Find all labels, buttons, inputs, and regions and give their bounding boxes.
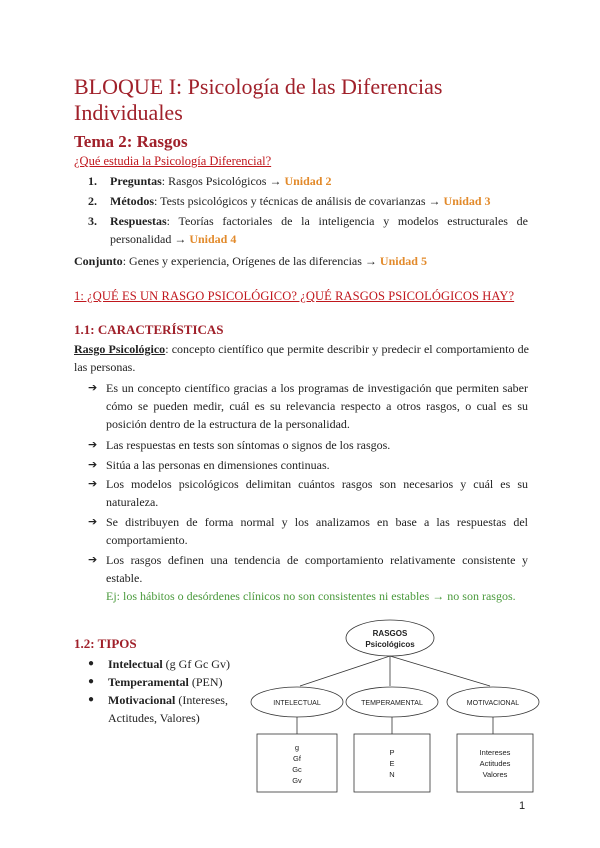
box-item: Intereses	[479, 748, 511, 757]
page-number: 1	[519, 800, 526, 812]
box-item: Gv	[292, 776, 302, 785]
subsection-heading: 1.2: TIPOS	[74, 636, 137, 651]
type-text: (g Gf Gc Gv)	[162, 657, 230, 671]
subsection-heading: 1.1: CARACTERÍSTICAS	[74, 322, 224, 337]
arrow-icon: ➔	[88, 438, 98, 451]
example-note: Ej: los hábitos o desórdenes clínicos no son consistentes ni estables → no son rasgos.	[106, 589, 516, 603]
unit-link: Unidad 4	[189, 232, 237, 246]
item-number: 2.	[88, 194, 97, 208]
box-item: Valores	[482, 770, 508, 779]
type-term: Temperamental	[108, 675, 189, 689]
section-heading: 1: ¿QUÉ ES UN RASGO PSICOLÓGICO? ¿QUÉ RASGOS PSICOLÓGICOS HAY?	[74, 289, 515, 303]
box-item: Gc	[292, 765, 302, 774]
box-item: g	[294, 743, 300, 752]
page-title: BLOQUE I: Psicología de las Diferencias Individuales	[74, 74, 443, 125]
numbered-item	[88, 192, 528, 210]
numbered-item	[88, 212, 528, 248]
root-label-2: Psicológicos	[365, 640, 415, 649]
type-item	[88, 673, 258, 691]
bullet-icon: ●	[88, 658, 95, 669]
list-item	[88, 475, 528, 511]
node-label: MOTIVACIONAL	[466, 700, 520, 707]
unit-link: Unidad 3	[443, 194, 491, 208]
list-item	[88, 456, 528, 474]
conjunto-term: Conjunto	[74, 254, 123, 268]
node-label: INTELECTUAL	[273, 700, 321, 707]
list-item-text: Los rasgos definen una tendencia de comportamiento relativamente consistente y estable.	[106, 553, 528, 585]
list-item	[88, 513, 528, 549]
item-text: : Rasgos Psicológicos →	[161, 174, 285, 188]
list-item-text: Sitúa a las personas en dimensiones continuas.	[106, 458, 330, 472]
box-item: Gf	[293, 754, 301, 763]
list-item-text: Los modelos psicológicos delimitan cuántos rasgos son necesarios y cuál es su naturaleza.	[106, 477, 528, 509]
bullet-icon: ●	[88, 676, 95, 687]
type-item	[88, 655, 258, 673]
arrow-icon: ➔	[88, 458, 98, 471]
root-label-1: RASGOS	[372, 629, 408, 638]
list-item-text: Es un concepto científico gracias a los programas de investigación que permiten saber cómo se pueden medir, cuál es su relevancia respecto a otros rasgos, o cual es su posición dentro de la estructura de la personalidad.	[106, 381, 528, 431]
list-item-text: Las respuestas en tests son síntomas o signos de los rasgos.	[106, 438, 391, 452]
bullet-icon: ●	[88, 694, 95, 705]
arrow-icon: ➔	[88, 553, 98, 566]
box-item: P	[389, 748, 395, 757]
box-item: N	[389, 770, 395, 779]
type-term: Motivacional	[108, 693, 176, 707]
item-text: : Tests psicológicos y técnicas de análisis de covarianzas →	[154, 194, 444, 208]
type-text: (Intereses, Actitudes, Valores)	[108, 693, 228, 725]
arrow-icon: ➔	[88, 381, 98, 394]
item-term: Preguntas	[110, 174, 162, 188]
item-number: 1.	[88, 174, 97, 188]
unit-link: Unidad 5	[379, 254, 427, 268]
conjunto-line	[74, 252, 534, 270]
item-term: Métodos	[110, 194, 154, 208]
node-label: TEMPERAMENTAL	[361, 700, 423, 707]
item-term: Respuestas	[110, 214, 167, 228]
conjunto-text: : Genes y experiencia, Orígenes de las diferencias →	[122, 254, 380, 268]
list-item-text: Se distribuyen de forma normal y los analizamos en base a las respuestas del comportamiento.	[106, 515, 528, 547]
item-text: : Teorías factoriales de la inteligencia y modelos estructurales de personalidad →	[110, 214, 528, 246]
definition	[74, 340, 529, 376]
type-text: (PEN)	[188, 675, 223, 689]
unit-link: Unidad 2	[284, 174, 332, 188]
numbered-item	[88, 172, 528, 190]
arrow-icon: ➔	[88, 515, 98, 528]
tema-heading: Tema 2: Rasgos	[74, 132, 188, 151]
list-item	[88, 379, 528, 433]
list-item	[88, 551, 528, 605]
item-number: 3.	[88, 214, 97, 228]
type-term: Intelectual	[108, 657, 163, 671]
arrow-icon: ➔	[88, 477, 98, 490]
question-heading: ¿Qué estudia la Psicología Diferencial?	[74, 154, 272, 168]
definition-term: Rasgo Psicológico	[74, 342, 166, 356]
connector	[390, 656, 490, 686]
box-item: Actitudes	[479, 759, 511, 768]
rasgos-diagram	[245, 616, 545, 802]
type-item	[88, 691, 258, 727]
box-item: E	[389, 759, 395, 768]
list-item	[88, 436, 528, 454]
definition-text: : concepto científico que permite describir y predecir el comportamiento de las personas.	[74, 342, 529, 374]
connector	[300, 656, 390, 686]
root-ellipse	[346, 620, 434, 656]
